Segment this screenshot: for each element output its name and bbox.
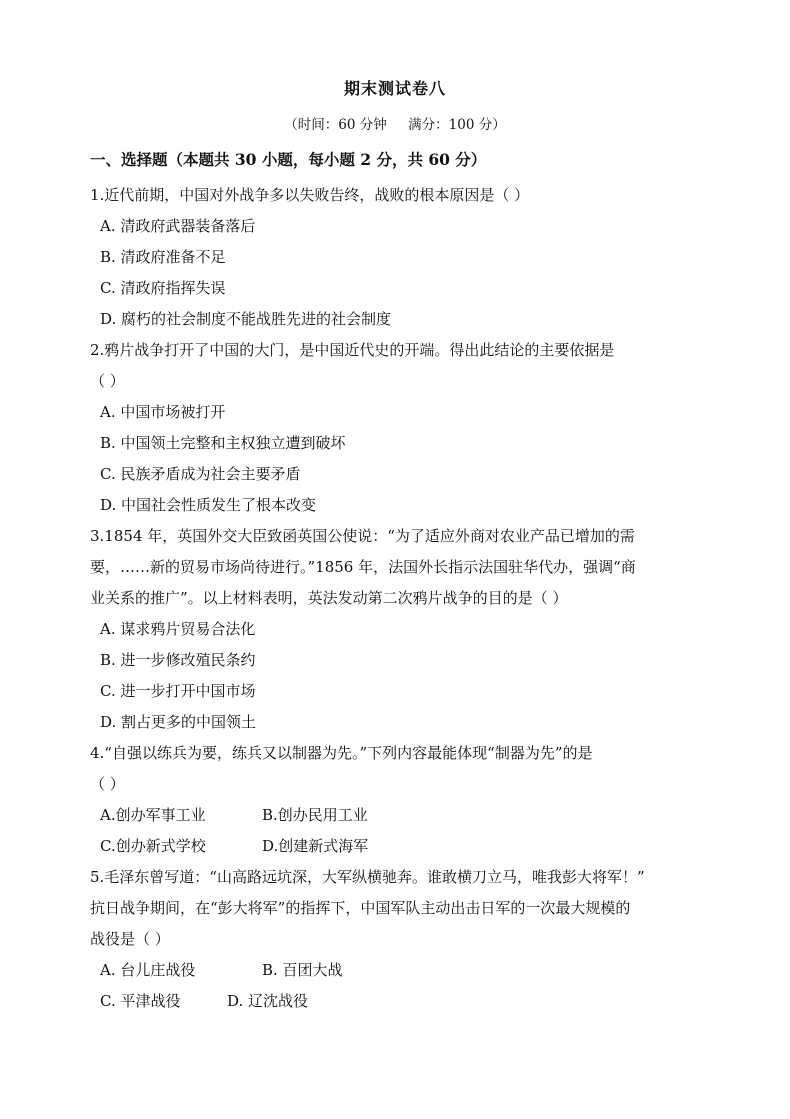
section-heading: 一、选择题（本题共 30 小题，每小题 2 分，共 60 分） bbox=[90, 150, 487, 169]
option-row bbox=[90, 831, 710, 862]
question-3 bbox=[90, 521, 710, 738]
option-d: D. 腐朽的社会制度不能战胜先进的社会制度 bbox=[100, 310, 392, 328]
option-d: D. 割占更多的中国领土 bbox=[100, 713, 257, 731]
question-stem: （ ） bbox=[90, 775, 125, 793]
option-a: A.创办军事工业 bbox=[100, 806, 206, 824]
option-c: C. 进一步打开中国市场 bbox=[100, 682, 256, 700]
option-b: B. 进一步修改殖民条约 bbox=[100, 651, 256, 669]
option-d: D.创建新式海军 bbox=[262, 837, 369, 855]
option-c: C. 清政府指挥失误 bbox=[100, 279, 226, 297]
question-2 bbox=[90, 335, 710, 521]
option-a: A. 清政府武器装备落后 bbox=[100, 217, 256, 235]
question-stem: 要，……新的贸易市场尚待进行。”1856 年，法国外长指示法国驻华代办，强调“商 bbox=[90, 558, 636, 576]
option-row bbox=[90, 800, 710, 831]
option-c: C.创办新式学校 bbox=[100, 837, 206, 855]
question-stem: （ ） bbox=[90, 372, 125, 390]
option-c: C. 民族矛盾成为社会主要矛盾 bbox=[100, 465, 301, 483]
question-stem: 2.鸦片战争打开了中国的大门，是中国近代史的开端。得出此结论的主要依据是 bbox=[90, 341, 615, 359]
option-row bbox=[90, 955, 710, 986]
page-title: 期末测试卷八 bbox=[343, 79, 446, 98]
option-b: B. 清政府准备不足 bbox=[100, 248, 226, 266]
question-stem: 3.1854 年，英国外交大臣致函英国公使说：“为了适应外商对农业产品已增加的需 bbox=[90, 527, 635, 545]
option-d: D. 中国社会性质发生了根本改变 bbox=[100, 496, 317, 514]
question-5 bbox=[90, 862, 710, 1017]
question-4 bbox=[90, 738, 710, 862]
question-stem: 业关系的推广”。以上材料表明，英法发动第二次鸦片战争的目的是（ ） bbox=[90, 589, 568, 607]
question-stem: 抗日战争期间，在“彭大将军”的指挥下，中国军队主动出击日军的一次最大规模的 bbox=[90, 899, 631, 917]
option-row bbox=[90, 986, 710, 1017]
option-b: B. 百团大战 bbox=[262, 961, 343, 979]
option-a: A. 中国市场被打开 bbox=[100, 403, 226, 421]
option-b: B.创办民用工业 bbox=[262, 806, 368, 824]
question-1 bbox=[90, 180, 710, 335]
option-a: A. 谋求鸦片贸易合法化 bbox=[100, 620, 256, 638]
option-d: D. 辽沈战役 bbox=[227, 992, 309, 1010]
question-list bbox=[90, 180, 710, 1017]
option-b: B. 中国领土完整和主权独立遭到破坏 bbox=[100, 434, 346, 452]
question-stem: 4.“自强以练兵为要，练兵又以制器为先。”下列内容最能体现“制器为先”的是 bbox=[90, 744, 593, 762]
question-stem: 1.近代前期，中国对外战争多以失败告终，战败的根本原因是（ ） bbox=[90, 186, 530, 204]
exam-time-score: （时间：60 分钟 满分：100 分） bbox=[284, 117, 506, 133]
question-stem: 5.毛泽东曾写道：“山高路远坑深，大军纵横驰奔。谁敢横刀立马，唯我彭大将军！” bbox=[90, 868, 645, 886]
option-a: A. 台儿庄战役 bbox=[100, 961, 196, 979]
question-stem: 战役是（ ） bbox=[90, 930, 170, 948]
option-c: C. 平津战役 bbox=[100, 992, 181, 1010]
